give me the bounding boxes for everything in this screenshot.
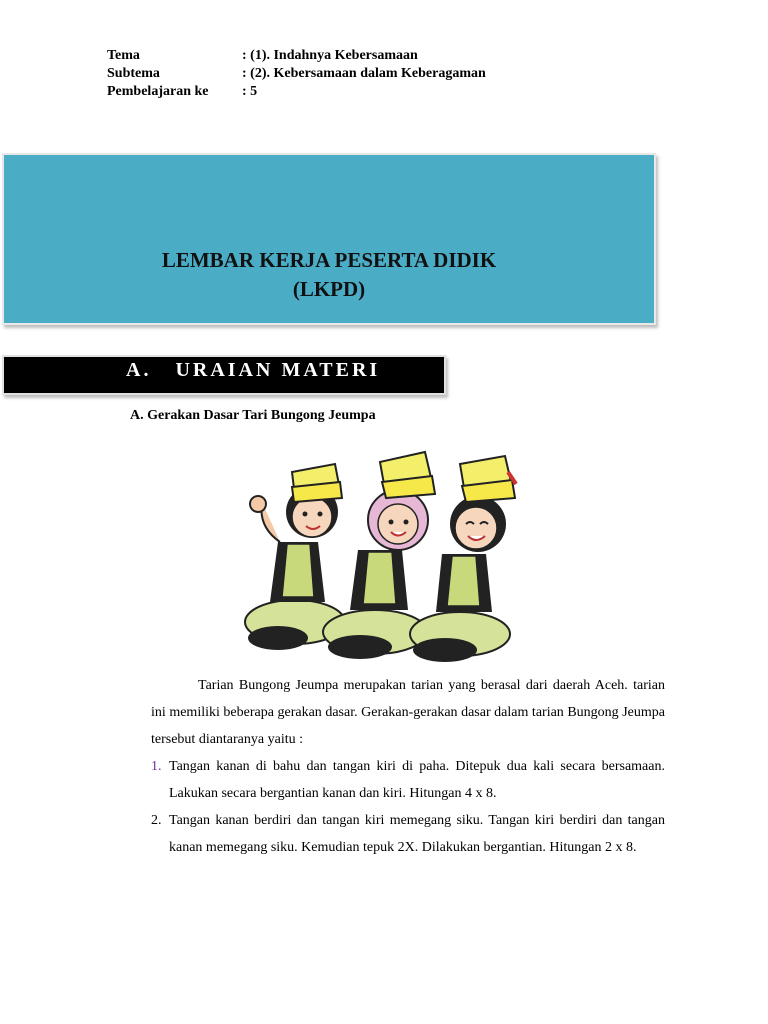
meta-row-pembelajaran [107, 83, 486, 101]
body-text [151, 672, 665, 861]
meta-row-tema [107, 47, 486, 65]
section-header [2, 355, 446, 395]
meta-key: Pembelajaran ke [107, 84, 209, 99]
page-title [4, 246, 654, 304]
list-text: Tangan kanan di bahu dan tangan kiri di paha. Ditepuk dua kali secara bersamaan. Lakukan secara bergantian kanan dan kiri. Hitungan 4 x 8. [169, 759, 665, 801]
list-text: Tangan kanan berdiri dan tangan kiri memegang siku. Tangan kiri berdiri dan tangan kanan memegang siku. Kemudian tepuk 2X. Dilakukan bergantian. Hitungan 2 x 8. [169, 813, 665, 855]
meta-value: : 5 [242, 84, 258, 99]
meta-key: Tema [107, 48, 140, 63]
title-line-1: LEMBAR KERJA PESERTA DIDIK [161, 248, 497, 272]
movement-list [151, 753, 665, 861]
list-number: 2. [151, 813, 162, 828]
list-item [151, 807, 665, 861]
list-number: 1. [151, 759, 162, 774]
meta-row-subtema [107, 65, 486, 83]
list-item [151, 753, 665, 807]
title-line-2: (LKPD) [292, 277, 366, 301]
three-dancers-illustration-icon [240, 442, 530, 667]
meta-key: Subtema [107, 66, 160, 81]
meta-value: : (2). Kebersamaan dalam Keberagaman [242, 66, 486, 81]
sub-heading: A. Gerakan Dasar Tari Bungong Jeumpa [130, 408, 376, 423]
meta-block [107, 47, 486, 101]
section-title: A. URAIAN MATERI [126, 359, 381, 381]
intro-paragraph: Tarian Bungong Jeumpa merupakan tarian yang berasal dari daerah Aceh. tarian ini memiliki beberapa gerakan dasar. Gerakan-gerakan dasar dalam tarian Bungong Jeumpa tersebut diantaranya yaitu : [151, 678, 665, 747]
meta-value: : (1). Indahnya Kebersamaan [242, 48, 418, 63]
title-banner [2, 153, 656, 325]
